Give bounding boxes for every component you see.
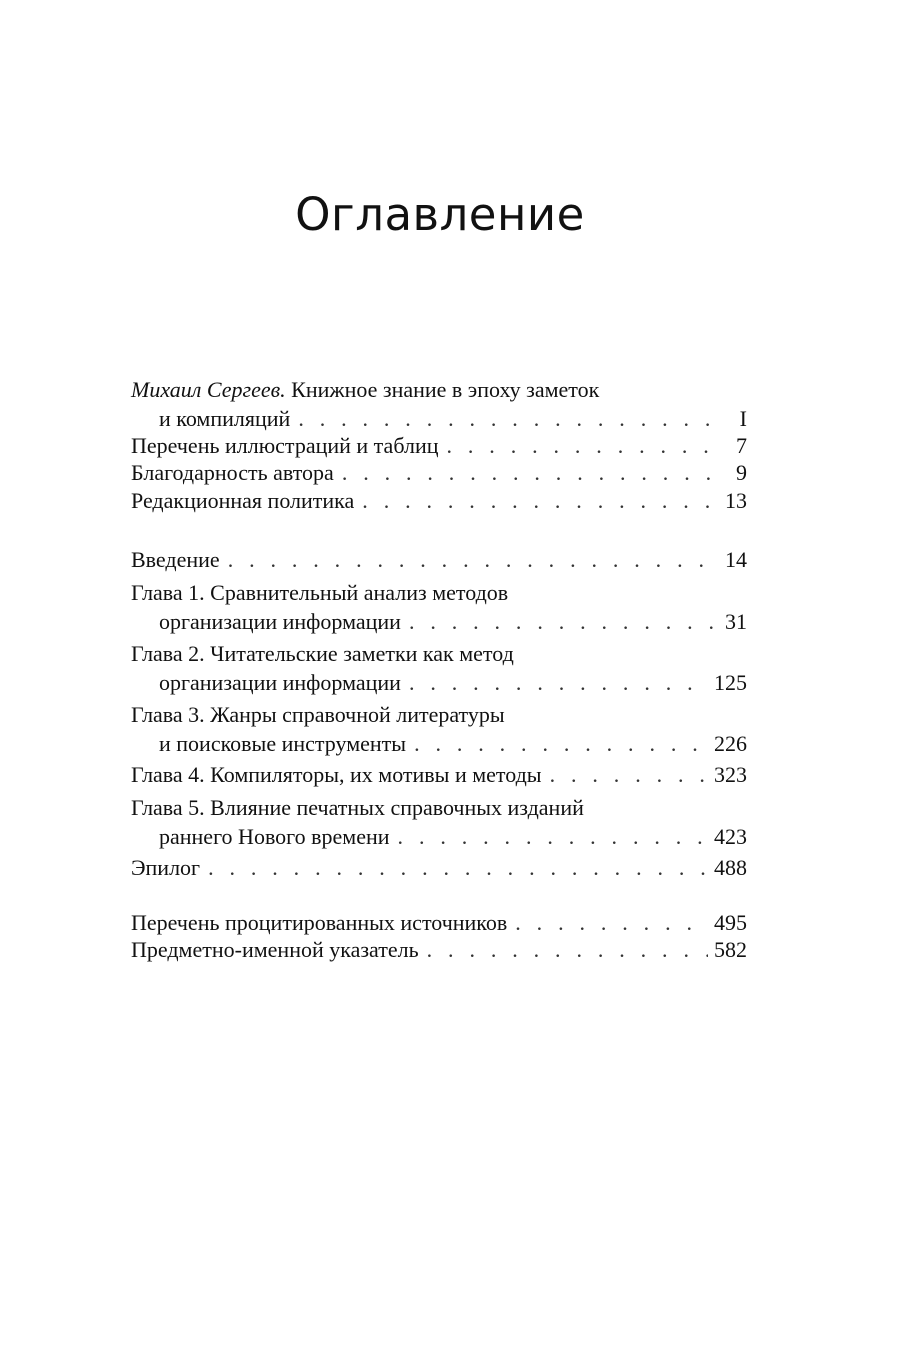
dot-leader xyxy=(409,607,719,636)
toc-entry-title: Глава 4. Компиляторы, их мотивы и методы xyxy=(131,762,542,787)
toc-entry-sources[interactable] xyxy=(131,908,747,937)
toc-entry-title: Перечень иллюстраций и таблиц xyxy=(131,433,439,458)
toc-page-number: 488 xyxy=(714,855,747,880)
dot-leader xyxy=(427,935,708,964)
toc-page-number: 13 xyxy=(725,488,747,513)
toc-entry-chapter-2[interactable] xyxy=(131,639,747,697)
toc-entry-title: Глава 2. Читательские заметки как метод xyxy=(131,641,514,666)
toc-entry-title: Благодарность автора xyxy=(131,460,334,485)
toc-entry-title: Предметно-именной указатель xyxy=(131,937,419,962)
toc-page-number: 582 xyxy=(714,937,747,962)
toc-entry-title: Эпилог xyxy=(131,855,201,880)
toc-entry-title: Редакционная политика xyxy=(131,488,355,513)
dot-leader xyxy=(342,458,721,487)
dot-leader xyxy=(447,431,722,460)
toc-entry-title-continued: раннего Нового времени xyxy=(159,824,390,849)
toc-entry-index[interactable] xyxy=(131,935,747,964)
toc-entry-title-continued: организации информации xyxy=(159,609,401,634)
toc-entry-intro-essay[interactable] xyxy=(131,375,747,433)
toc-page-number: I xyxy=(739,406,747,431)
toc-page-number: 226 xyxy=(714,731,747,756)
dot-leader xyxy=(228,545,719,574)
toc-entry-title: Глава 5. Влияние печатных справочных изданий xyxy=(131,795,584,820)
toc-entry-title: Книжное знание в эпоху заметок xyxy=(291,377,600,402)
toc-entry-chapter-5[interactable] xyxy=(131,793,747,851)
toc-entry-title-continued: организации информации xyxy=(159,670,401,695)
toc-entry-title-continued: и поисковые инструменты xyxy=(159,731,407,756)
dot-leader xyxy=(298,404,721,433)
toc-page-number: 495 xyxy=(714,910,747,935)
toc-entry-chapter-1[interactable] xyxy=(131,578,747,636)
toc-page-number: 423 xyxy=(714,824,747,849)
toc-page-number: 7 xyxy=(736,433,747,458)
dot-leader xyxy=(409,668,708,697)
dot-leader xyxy=(362,486,719,515)
toc-page-number: 14 xyxy=(725,547,747,572)
toc-entry-title: Введение xyxy=(131,547,220,572)
page-title: Оглавление xyxy=(295,188,585,241)
toc-entry-title: Перечень процитированных источников xyxy=(131,910,508,935)
toc-entry-title-continued: и компиляций xyxy=(159,406,291,431)
toc-entry-chapter-4[interactable] xyxy=(131,760,747,789)
toc-entry-acknowledgements[interactable] xyxy=(131,458,747,487)
dot-leader xyxy=(515,908,708,937)
toc-entry-editorial-policy[interactable] xyxy=(131,486,747,515)
dot-leader xyxy=(398,822,708,851)
toc-entry-chapter-3[interactable] xyxy=(131,700,747,758)
toc-entry-title: Глава 3. Жанры справочной литературы xyxy=(131,702,505,727)
dot-leader xyxy=(208,853,708,882)
toc-entry-title: Глава 1. Сравнительный анализ методов xyxy=(131,580,509,605)
toc-entry-illustrations[interactable] xyxy=(131,431,747,460)
toc-page-number: 125 xyxy=(714,670,747,695)
toc-page-number: 323 xyxy=(714,762,747,787)
toc-page-number: 9 xyxy=(736,460,747,485)
toc-entry-introduction[interactable] xyxy=(131,545,747,574)
dot-leader xyxy=(414,729,708,758)
toc-entry-author: Михаил Сергеев. xyxy=(131,377,286,402)
toc-entry-epilogue[interactable] xyxy=(131,853,747,882)
toc-page-number: 31 xyxy=(725,609,747,634)
dot-leader xyxy=(550,760,708,789)
